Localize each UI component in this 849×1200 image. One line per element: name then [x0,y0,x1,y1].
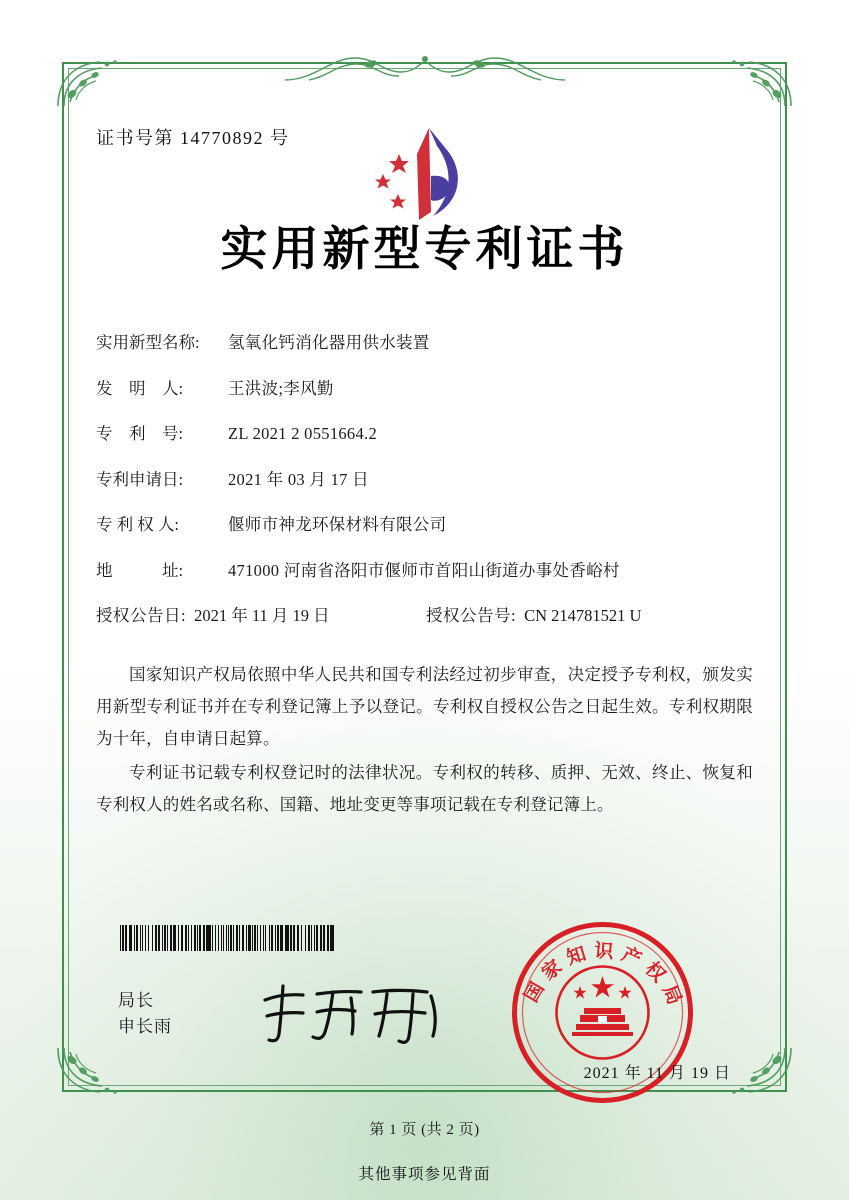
publication-number-label: 授权公告号: [426,606,517,625]
field-label: 实用新型名称: [96,333,200,352]
field-label: 发 明 人: [96,378,184,398]
field-label: 地 址: [96,560,184,580]
field-row [96,378,753,398]
field-value: 王洪波;李风勤 [228,378,334,398]
field-label: 专利申请日: [96,469,184,489]
handwritten-signature-icon [255,978,455,1048]
certificate-content [96,96,753,823]
field-value: 偃师市神龙环保材料有限公司 [228,515,447,534]
barcode [120,925,335,951]
publication-row [96,608,753,625]
field-row [96,335,753,352]
field-value: ZL 2021 2 0551664.2 [228,424,377,443]
field-value: 2021 年 03 月 17 日 [228,469,369,489]
footnote: 其他事项参见背面 [358,1166,491,1183]
legal-paragraph: 国家知识产权局依照中华人民共和国专利法经过初步审查，决定授予专利权，颁发实用新型专利证书并在专利登记簿上予以登记。专利权自授权公告之日起生效。专利权期限为十年，自申请日起算。 [96,664,753,748]
field-row [96,560,753,580]
qr-code [657,124,753,220]
field-label: 专 利 号: [96,424,184,443]
page-title: 实用新型专利证书 [220,222,629,277]
legal-text [96,659,753,822]
legal-paragraph: 专利证书记载专利权登记时的法律状况。专利权的转移、质押、无效、终止、恢复和专利权人的姓名或名称、国籍、地址变更等事项记载在专利登记簿上。 [96,763,753,815]
director-block [118,988,172,1041]
field-value: 氢氧化钙消化器用供水装置 [228,333,430,352]
field-row [96,426,753,443]
field-list [96,335,753,625]
top-ornament-icon [275,46,575,86]
director-name: 申长雨 [118,1017,172,1037]
director-label: 局长 [118,991,154,1010]
field-row [96,517,753,534]
field-row [96,469,753,489]
svg-text:国家知识产权局: 国家知识产权局 [520,939,689,1015]
field-label: 专 利 权 人: [96,515,179,534]
cnipa-logo-icon [361,124,489,234]
publication-number-value: CN 214781521 U [524,606,642,625]
field-value: 471000 河南省洛阳市偃师市首阳山街道办事处香峪村 [228,560,620,580]
corner-flourish-icon [52,1042,138,1104]
certificate-number: 证书号第 14770892 号 [96,128,290,148]
seal-date: 2021 年 11 月 19 日 [583,1065,731,1082]
page-number: 第 1 页 (共 2 页) [369,1122,480,1138]
publication-date-label: 授权公告日: [96,606,187,625]
publication-date-value: 2021 年 11 月 19 日 [194,606,330,625]
